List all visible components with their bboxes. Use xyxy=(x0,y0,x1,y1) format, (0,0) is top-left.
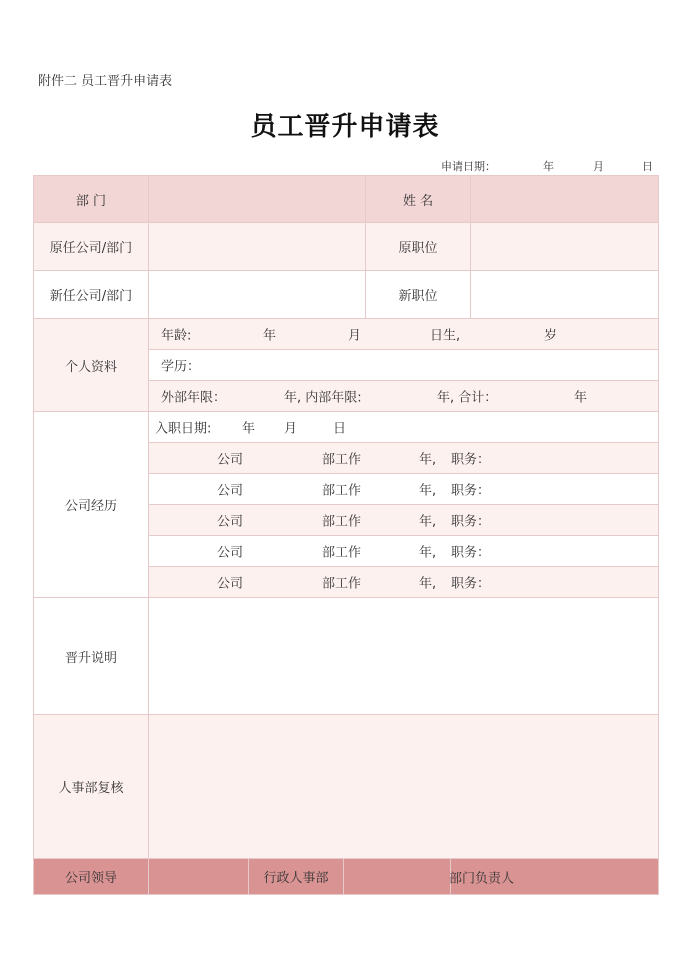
new-company-label: 新任公司/部门 xyxy=(34,271,149,319)
join-month: 月 xyxy=(284,421,298,437)
education-row[interactable] xyxy=(149,350,659,381)
new-position-field[interactable] xyxy=(471,271,659,319)
history-row[interactable] xyxy=(149,505,659,536)
age-label: 年龄: xyxy=(161,328,192,344)
company-leader-label: 公司领导 xyxy=(34,859,149,895)
history-duty: 职务： xyxy=(451,514,491,530)
name-field[interactable] xyxy=(471,176,659,223)
date-day: 日 xyxy=(642,160,653,173)
department-label: 部 门 xyxy=(34,176,149,223)
department-field[interactable] xyxy=(149,176,366,223)
external-years-label: 外部年限： xyxy=(161,390,227,406)
history-dept: 部工作 xyxy=(322,576,362,592)
date-month: 月 xyxy=(593,160,604,173)
history-year: 年, xyxy=(419,452,437,468)
age-sui: 岁 xyxy=(544,328,558,344)
join-date-row[interactable] xyxy=(149,412,659,443)
date-year: 年 xyxy=(543,160,554,173)
history-year: 年, xyxy=(419,514,437,530)
hr-review-label: 人事部复核 xyxy=(34,715,149,859)
history-dept: 部工作 xyxy=(322,483,362,499)
history-duty: 职务： xyxy=(451,576,491,592)
history-year: 年, xyxy=(419,483,437,499)
total-years-end: 年 xyxy=(574,390,588,406)
education-label: 学历： xyxy=(161,359,201,375)
total-years-label: 年, 合计： xyxy=(437,390,498,406)
join-year: 年 xyxy=(242,421,256,437)
history-company: 公司 xyxy=(217,545,244,561)
history-row[interactable] xyxy=(149,443,659,474)
admin-hr-label: 行政人事部 xyxy=(249,859,344,895)
name-label: 姓 名 xyxy=(366,176,471,223)
history-year: 年, xyxy=(419,545,437,561)
company-history-label: 公司经历 xyxy=(34,412,149,598)
orig-position-field[interactable] xyxy=(471,223,659,271)
hr-review-field[interactable] xyxy=(149,715,659,859)
admin-hr-field[interactable] xyxy=(344,859,451,895)
application-date xyxy=(441,158,656,174)
history-dept: 部工作 xyxy=(322,514,362,530)
page-title: 员工晋升申请表 xyxy=(250,112,440,142)
history-duty: 职务： xyxy=(451,545,491,561)
join-date-label: 入职日期: xyxy=(155,421,212,437)
new-company-field[interactable] xyxy=(149,271,366,319)
personal-info-label: 个人资料 xyxy=(34,319,149,412)
history-year: 年, xyxy=(419,576,437,592)
age-year: 年 xyxy=(263,328,277,344)
promotion-desc-field[interactable] xyxy=(149,598,659,715)
attachment-label: 附件二 员工晋升申请表 xyxy=(38,74,173,89)
internal-years-label: 年, 内部年限: xyxy=(284,390,362,406)
dept-head-label: 部门负责人 xyxy=(449,871,515,886)
history-row[interactable] xyxy=(149,536,659,567)
promotion-form xyxy=(33,175,659,895)
history-row[interactable] xyxy=(149,474,659,505)
history-duty: 职务： xyxy=(451,452,491,468)
date-label: 申请日期： xyxy=(441,160,496,173)
history-company: 公司 xyxy=(217,452,244,468)
join-day: 日 xyxy=(333,421,347,437)
years-row[interactable] xyxy=(149,381,659,412)
history-dept: 部工作 xyxy=(322,545,362,561)
orig-company-field[interactable] xyxy=(149,223,366,271)
dept-head-cell[interactable] xyxy=(451,859,659,895)
history-company: 公司 xyxy=(217,576,244,592)
company-leader-field[interactable] xyxy=(149,859,249,895)
age-born: 日生, xyxy=(430,328,461,344)
orig-position-label: 原职位 xyxy=(366,223,471,271)
age-month: 月 xyxy=(348,328,362,344)
age-row[interactable] xyxy=(149,319,659,350)
history-duty: 职务： xyxy=(451,483,491,499)
history-company: 公司 xyxy=(217,514,244,530)
promotion-desc-label: 晋升说明 xyxy=(34,598,149,715)
history-dept: 部工作 xyxy=(322,452,362,468)
orig-company-label: 原任公司/部门 xyxy=(34,223,149,271)
history-company: 公司 xyxy=(217,483,244,499)
history-row[interactable] xyxy=(149,567,659,598)
new-position-label: 新职位 xyxy=(366,271,471,319)
